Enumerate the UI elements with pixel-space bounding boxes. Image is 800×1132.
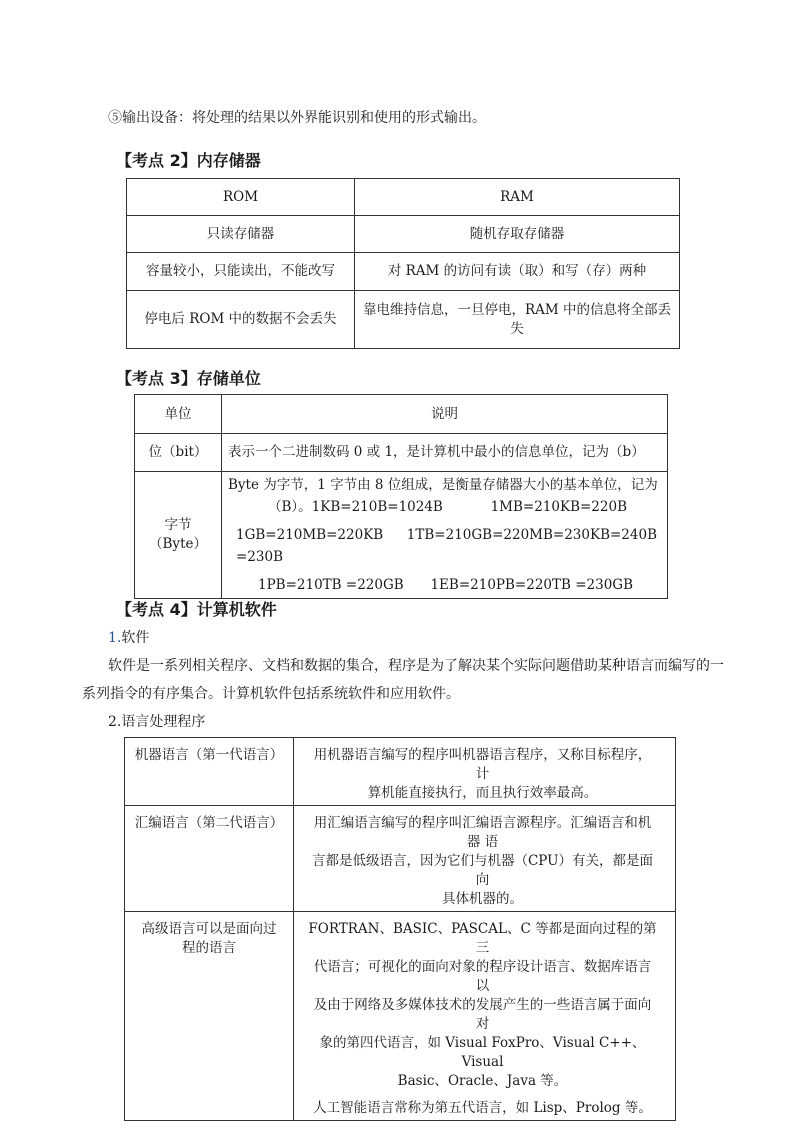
header-rom: ROM [127, 179, 355, 216]
table-row [125, 738, 676, 806]
subsection-language: 2.语言处理程序 [108, 714, 206, 730]
table-cell: 容量较小，只能读出，不能改写 [127, 253, 355, 291]
byte-desc-line2 [228, 496, 661, 518]
table-row [127, 179, 680, 216]
table-cell: 对 RAM 的访问有读（取）和写（存）两种 [355, 253, 680, 291]
byte-desc-line1: Byte 为字节，1 字节由 8 位组成，是衡量存储器大小的基本单位，记为 [228, 477, 658, 493]
byte-desc [222, 472, 668, 599]
byte-desc-line4 [228, 574, 661, 596]
table-row [127, 253, 680, 291]
desc-line: 具体机器的。 [442, 891, 523, 907]
byte-desc-line3b: 1TB=210GB=220MB=230KB=240B [406, 527, 657, 543]
section3-heading: 【考点 3】存储单位 [116, 369, 261, 388]
subsection-software [108, 628, 149, 648]
desc-line: 言都是低级语言，因为它们与机器（CPU）有关，都是面 向 [311, 853, 654, 888]
header-desc: 说明 [222, 395, 668, 434]
byte-desc-line4b: 1EB=210PB=220TB =230GB [430, 577, 633, 593]
byte-desc-line2a: （B）。1KB=210B=1024B [268, 499, 443, 515]
desc-line: 算机能直接执行，而且执行效率最高。 [367, 785, 598, 801]
language-label: 高级语言可以是面向过程的语言 [125, 912, 294, 1121]
storage-unit-table [134, 394, 668, 599]
memory-table [126, 178, 680, 349]
desc-line: 用机器语言编写的程序叫机器语言程序，又称目标程序，计 [313, 747, 652, 782]
header-ram: RAM [355, 179, 680, 216]
section4-heading: 【考点 4】计算机软件 [116, 600, 277, 619]
table-cell: 随机存取存储器 [355, 216, 680, 253]
table-row [125, 912, 676, 1121]
intro-line: ⑤输出设备：将处理的结果以外界能识别和使用的形式输出。 [108, 110, 486, 126]
table-row [135, 472, 668, 599]
language-desc [294, 912, 676, 1121]
subsection-title: 软件 [121, 630, 150, 646]
byte-desc-line4a: 1PB=210TB =220GB [258, 577, 404, 593]
language-desc [294, 806, 676, 912]
table-cell: 靠电维持信息，一旦停电，RAM 中的信息将全部丢失 [355, 291, 680, 349]
table-cell: 停电后 ROM 中的数据不会丢失 [127, 291, 355, 349]
table-row [135, 434, 668, 472]
table-row [135, 395, 668, 434]
byte-label: 字节（Byte） [135, 472, 222, 599]
desc-line: FORTRAN、BASIC、PASCAL、C 等都是面向过程的第三 [308, 921, 657, 956]
language-label: 汇编语言（第二代语言） [125, 806, 294, 912]
table-cell: 只读存储器 [127, 216, 355, 253]
desc-extra-line: 人工智能语言常称为第五代语言，如 Lisp、Prolog 等。 [313, 1100, 652, 1116]
desc-line: 象的第四代语言，如 Visual FoxPro、Visual C++、Visual [319, 1035, 646, 1070]
byte-desc-line3 [228, 524, 661, 568]
desc-line: Basic、Oracle、Java 等。 [397, 1073, 568, 1089]
section2-heading: 【考点 2】内存储器 [116, 151, 261, 170]
language-desc [294, 738, 676, 806]
bit-desc: 表示一个二进制数码 0 或 1，是计算机中最小的信息单位，记为（b） [222, 434, 668, 472]
software-para-line2: 系列指令的有序集合。计算机软件包括系统软件和应用软件。 [82, 686, 460, 702]
byte-desc-line2b: 1MB=210KB=220B [490, 499, 627, 515]
header-unit: 单位 [135, 395, 222, 434]
byte-desc-line3a: 1GB=210MB=220KB =230B [236, 527, 384, 565]
software-para-line1: 软件是一系列相关程序、文档和数据的集合，程序是为了解决某个实际问题借助某种语言而编写的一 [108, 658, 724, 674]
subsection-number: 1. [108, 630, 122, 646]
table-row [125, 806, 676, 912]
language-table [124, 737, 676, 1121]
table-row [127, 216, 680, 253]
desc-line: 用汇编语言编写的程序叫汇编语言源程序。汇编语言和机器 语 [313, 815, 652, 850]
desc-line: 代语言；可视化的面向对象的程序设计语言、数据库语言以 [313, 959, 652, 994]
desc-line: 及由于网络及多媒体技术的发展产生的一些语言属于面向对 [313, 997, 652, 1032]
table-row [127, 291, 680, 349]
bit-label: 位（bit） [135, 434, 222, 472]
language-label: 机器语言（第一代语言） [125, 738, 294, 806]
